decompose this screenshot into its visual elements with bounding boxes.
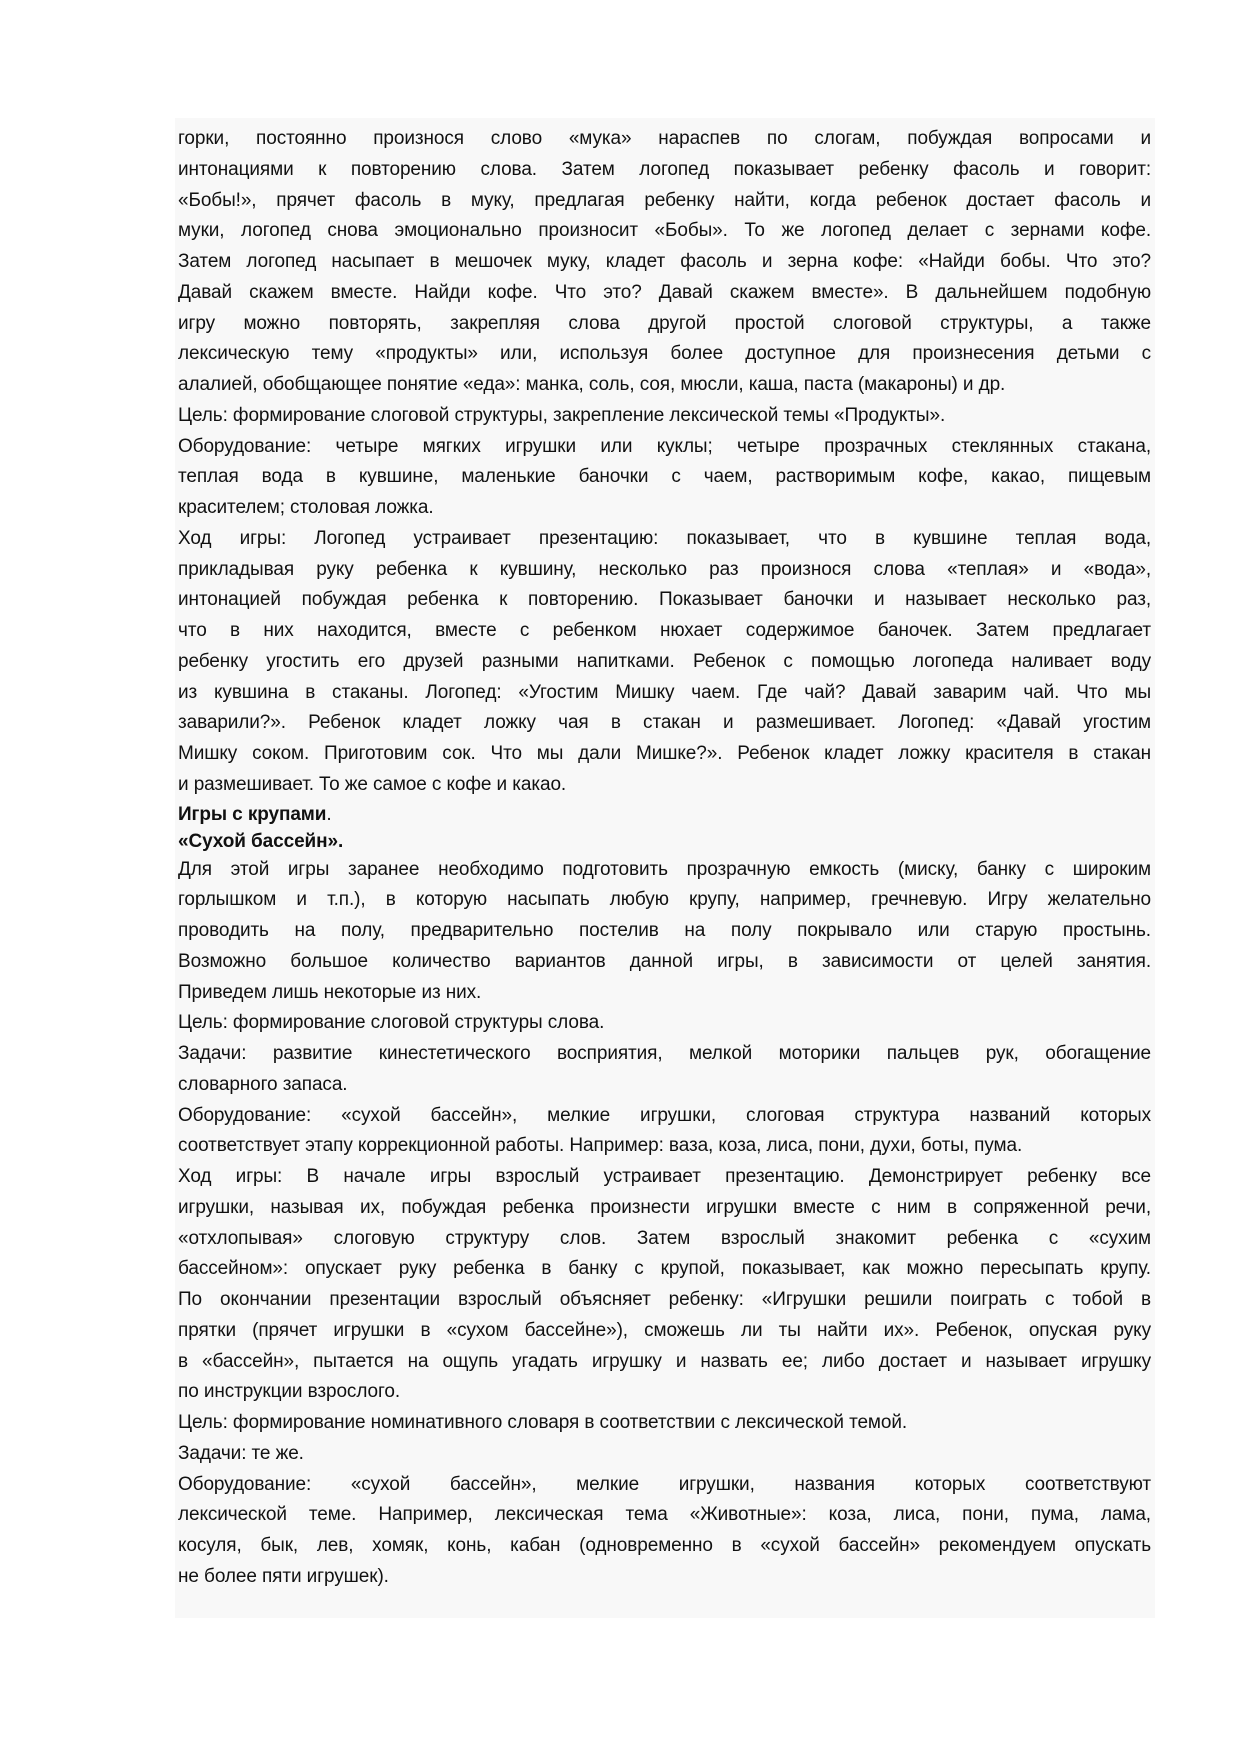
text-line: прятки (прячет игрушки в «сухом бассейне»), сможешь ли ты найти их». Ребенок, опуская руку: [178, 1319, 1151, 1341]
text-line: и размешивает. То же самое с кофе и какао.: [178, 773, 567, 795]
document-body: [178, 124, 1151, 1593]
text-line: из кувшина в стаканы. Логопед: «Угостим Мишку чаем. Где чай? Давай заварим чай. Что мы: [178, 681, 1151, 703]
text-line: горлышком и т.п.), в которую насыпать любую крупу, например, гречневую. Игру желательно: [178, 889, 1151, 911]
text-line: не более пяти игрушек).: [178, 1565, 389, 1587]
text-line: Давай скажем вместе. Найди кофе. Что это? Давай скажем вместе». В дальнейшем подобную: [178, 281, 1151, 303]
text-line: красителем; столовая ложка.: [178, 497, 434, 518]
heading-cereal-games-bold: Игры с крупами: [178, 803, 327, 825]
heading-dry-pool-bold: «Сухой бассейн».: [178, 830, 344, 852]
text-line: словарного запаса.: [178, 1073, 348, 1095]
text-line: лексической теме. Например, лексическая тема «Животные»: коза, лиса, пони, пума, лама,: [178, 1504, 1151, 1526]
text-line: ребенку угостить его друзей разными напитками. Ребенок с помощью логопеда наливает воду: [178, 650, 1151, 672]
text-line: лексическую тему «продукты» или, используя более доступное для произнесения детьми с: [178, 343, 1151, 365]
text-line: горки, постоянно произнося слово «мука» нараспев по слогам, побуждая вопросами и: [178, 128, 1151, 149]
text-line: Возможно большое количество вариантов данной игры, в зависимости от целей занятия.: [178, 950, 1151, 972]
text-line: Ход игры: Логопед устраивает презентацию: показывает, что в кувшине теплая вода,: [178, 527, 1151, 549]
text-line: Для этой игры заранее необходимо подготовить прозрачную емкость (миску, банку с широким: [178, 858, 1151, 880]
text-line: по инструкции взрослого.: [178, 1381, 401, 1403]
text-line: алалией, обобщающее понятие «еда»: манка, соль, соя, мюсли, каша, паста (макароны) и др.: [178, 374, 1006, 395]
text-line: Цель: формирование слоговой структуры, закрепление лексической темы «Продукты».: [178, 404, 946, 426]
text-line: заварили?». Ребенок кладет ложку чая в стакан и размешивает. Логопед: «Давай угостим: [178, 712, 1151, 734]
text-line: проводить на полу, предварительно постелив на полу покрывало или старую простынь.: [178, 920, 1151, 941]
text-line: что в них находится, вместе с ребенком нюхает содержимое баночек. Затем предлагает: [178, 620, 1151, 641]
text-line: Цель: формирование номинативного словаря в соответствии с лексической темой.: [178, 1412, 908, 1433]
text-block: [175, 118, 1155, 1618]
text-line: Оборудование: четыре мягких игрушки или куклы; четыре прозрачных стеклянных стакана,: [178, 435, 1151, 457]
text-line: Затем логопед насыпает в мешочек муку, кладет фасоль и зерна кофе: «Найди бобы. Что это?: [178, 251, 1151, 272]
heading-cereal-games: [178, 801, 1151, 828]
section-products-game: [178, 124, 1151, 801]
text-line: соответствует этапу коррекционной работы. Например: ваза, коза, лиса, пони, духи, боты, пума.: [178, 1135, 1023, 1157]
text-line: интонациями к повторению слова. Затем логопед показывает ребенку фасоль и говорит:: [178, 158, 1151, 180]
text-line: Задачи: развитие кинестетического восприятия, мелкой моторики пальцев рук, обогащение: [178, 1043, 1151, 1064]
text-line: прикладывая руку ребенка к кувшину, несколько раз произнося слова «теплая» и «вода»,: [178, 558, 1151, 580]
text-line: Цель: формирование слоговой структуры слова.: [178, 1012, 605, 1034]
text-line: интонацией побуждая ребенка к повторению. Показывает баночки и называет несколько раз,: [178, 589, 1151, 611]
text-line: По окончании презентации взрослый объясняет ребенку: «Игрушки решили поиграть с тобой в: [178, 1289, 1151, 1310]
text-line: косуля, бык, лев, хомяк, конь, кабан (одновременно в «сухой бассейн» рекомендуем опускать: [178, 1535, 1151, 1556]
heading-cereal-games-tail: .: [326, 803, 332, 825]
text-line: Мишку соком. Приготовим сок. Что мы дали Мишке?». Ребенок кладет ложку красителя в стакан: [178, 743, 1151, 764]
text-line: Оборудование: «сухой бассейн», мелкие игрушки, слоговая структура названий которых: [178, 1104, 1151, 1126]
text-line: «отхлопывая» слоговую структуру слов. Затем взрослый знакомит ребенка с «сухим: [178, 1227, 1151, 1249]
section-dry-pool-game: [178, 855, 1151, 1593]
text-line: бассейном»: опускает руку ребенка в банку с крупой, показывает, как можно пересыпать крупу.: [178, 1258, 1151, 1280]
text-line: Ход игры: В начале игры взрослый устраивает презентацию. Демонстрирует ребенку все: [178, 1166, 1151, 1187]
text-line: в «бассейн», пытается на ощупь угадать игрушку и назвать ее; либо достает и называет игрушку: [178, 1350, 1151, 1372]
text-line: игру можно повторять, закрепляя слова другой простой слоговой структуры, а также: [178, 312, 1151, 334]
text-line: Оборудование: «сухой бассейн», мелкие игрушки, названия которых соответствуют: [178, 1473, 1151, 1495]
text-line: теплая вода в кувшине, маленькие баночки с чаем, растворимым кофе, какао, пищевым: [178, 466, 1151, 488]
text-line: Приведем лишь некоторые из них.: [178, 981, 482, 1003]
text-line: Задачи: те же.: [178, 1442, 304, 1464]
text-line: «Бобы!», прячет фасоль в муку, предлагая ребенку найти, когда ребенок достает фасоль и: [178, 189, 1151, 211]
heading-dry-pool: [178, 828, 1151, 855]
text-line: игрушки, называя их, побуждая ребенка произнести игрушки вместе с ним в сопряженной речи,: [178, 1196, 1151, 1218]
text-line: муки, логопед снова эмоционально произносит «Бобы». То же логопед делает с зернами кофе.: [178, 220, 1151, 242]
